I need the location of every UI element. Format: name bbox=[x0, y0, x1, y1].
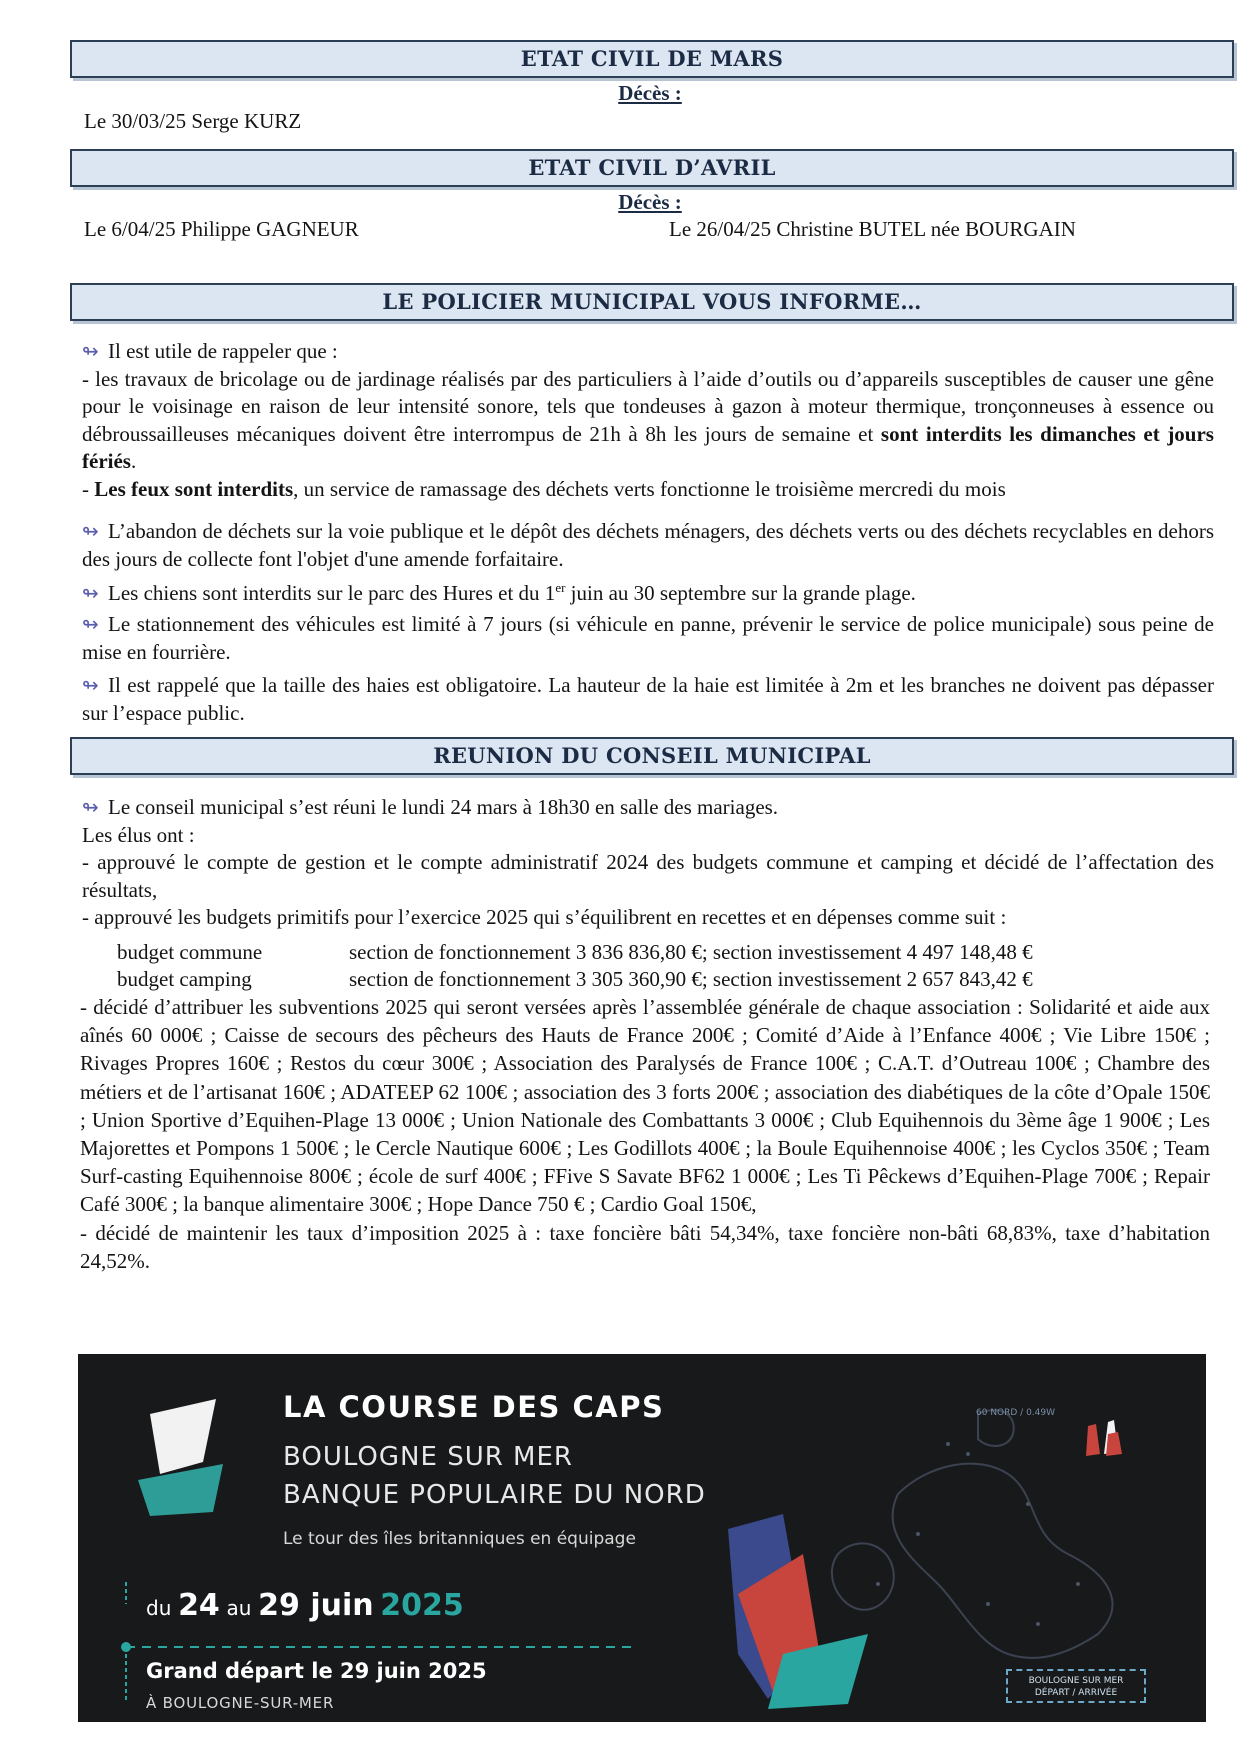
budget-commune-values: section de fonctionnement 3 836 836,80 €; section investissement 4 497 148,48 € bbox=[349, 940, 1033, 964]
arrow-bullet-icon: ↬ bbox=[82, 581, 99, 605]
budget-commune-name: budget commune bbox=[117, 940, 263, 964]
section-title-etat-civil-mars: ETAT CIVIL DE MARS bbox=[70, 40, 1234, 78]
ad-coordinates: 60 NORD / 0.49W bbox=[976, 1408, 1056, 1418]
budget-camping-name: budget camping bbox=[117, 967, 252, 991]
ad-depart: Grand départ le 29 juin 2025 bbox=[146, 1659, 487, 1683]
ad-dates: du 24 au 29 juin 2025 bbox=[146, 1588, 464, 1623]
ad-course-des-caps bbox=[78, 1354, 1206, 1722]
ad-title: LA COURSE DES CAPS bbox=[283, 1390, 665, 1424]
policier-paragraph-chiens: ↬ Les chiens sont interdits sur le parc des Hures et du 1er juin au 30 septembre sur la grande plage. bbox=[82, 580, 1214, 608]
logo-sail-teal bbox=[138, 1464, 223, 1516]
ad-tagline: Le tour des îles britanniques en équipage bbox=[283, 1529, 636, 1549]
arrow-bullet-icon: ↬ bbox=[82, 673, 99, 697]
arrow-bullet-icon: ↬ bbox=[82, 339, 99, 363]
deces-entry-avril-1: Le 6/04/25 Philippe GAGNEUR bbox=[84, 217, 359, 241]
arrow-bullet-icon: ↬ bbox=[82, 795, 99, 819]
section-title-conseil: REUNION DU CONSEIL MUNICIPAL bbox=[70, 737, 1234, 775]
policier-paragraph-1: ↬ Il est utile de rappeler que : - les travaux de bricolage ou de jardinage réalisés par des particuliers à l’aide d’outils ou d’appareils susceptibles de causer une gêne pour le voisinage en raison de leur intensité sonore, tels que tondeuses à gazon à moteur thermique, tronçonneuses à essence ou débroussailleuses mécaniques doivent être interrompus de 21h à 8h les jours de semaine et sont interdits les dimanches et jours fériés. - Les feux sont interdits, un service de ramassage des déchets verts fonctionne le troisième mercredi du mois bbox=[82, 339, 1214, 501]
deces-label-avril: Décès : bbox=[618, 190, 682, 214]
conseil-intro: ↬ Le conseil municipal s’est réuni le lundi 24 mars à 18h30 en salle des mariages. Les élus ont : - approuvé le compte de gestion et le compte administratif 2024 des budgets commune et camping et décidé de l’affectation des résultats, - approuvé les budgets primitifs pour l’exercice 2025 qui s’équilibrent en recettes et en dépenses comme suit : bbox=[82, 795, 1214, 929]
ad-place: À BOULOGNE-SUR-MER bbox=[146, 1694, 335, 1712]
deces-entry-mars-1: Le 30/03/25 Serge KURZ bbox=[84, 109, 302, 133]
arrow-bullet-icon: ↬ bbox=[82, 612, 99, 636]
policier-paragraph-stationnement: ↬ Le stationnement des véhicules est limité à 7 jours (si véhicule en panne, prévenir le service de police municipale) sous peine de mise en fourrière. bbox=[82, 612, 1214, 664]
ad-line-boulogne: BOULOGNE SUR MER bbox=[283, 1442, 573, 1472]
logo-sail-white bbox=[150, 1399, 216, 1474]
deces-label-mars: Décès : bbox=[618, 81, 682, 105]
deces-entry-avril-2: Le 26/04/25 Christine BUTEL née BOURGAIN bbox=[669, 217, 1076, 241]
budget-camping-values: section de fonctionnement 3 305 360,90 €; section investissement 2 657 843,42 € bbox=[349, 967, 1033, 991]
arrow-bullet-icon: ↬ bbox=[82, 519, 99, 543]
ad-depart-badge: BOULOGNE SUR MER DÉPART / ARRIVÉE bbox=[1006, 1669, 1146, 1703]
policier-paragraph-haies: ↬ Il est rappelé que la taille des haies est obligatoire. La hauteur de la haie est limitée à 2m et les branches ne doivent pas dépasser sur l’espace public. bbox=[82, 673, 1214, 725]
policier-paragraph-dechets: ↬ L’abandon de déchets sur la voie publique et le dépôt des déchets ménagers, des déchets verts ou des déchets recyclables en dehors des jours de collecte font l'objet d'une amende forfaitaire. bbox=[82, 519, 1214, 571]
section-title-etat-civil-avril: ETAT CIVIL D’AVRIL bbox=[70, 149, 1234, 187]
section-title-policier: LE POLICIER MUNICIPAL VOUS INFORME… bbox=[70, 283, 1234, 321]
conseil-subventions: - décidé d’attribuer les subventions 2025 qui seront versées après l’assemblée générale de chaque association : Solidarité et aide aux aînés 60 000€ ; Caisse de secours des pêcheurs des Hauts de France 200€ ; Comité d’Aide à l’Enfance 400€ ; Vie Libre 150€ ; Rivages Propres 160€ ; Restos du cœur 300€ ; Association des Paralysés de France 100€ ; C.A.T. d’Outreau 100€ ; Chambre des métiers et de l’artisanat 160€ ; ADATEEP 62 100€ ; association des 3 forts 200€ ; association des diabétiques de la côte d’Opale 150€ ; Union Sportive d’Equihen-Plage 13 000€ ; Union Nationale des Combattants 3 000€ ; Club Equihennois du 3ème âge 1 900€ ; Les Majorettes et Pompons 1 500€ ; le Cercle Nautique 600€ ; Les Godillots 400€ ; la Boule Equihennoise 400€ ; les Cyclos 350€ ; Team Surf-casting Equihennoise 800€ ; école de surf 400€ ; FFive S Savate BF62 1 000€ ; Les Ti Pêckews d’Equihen-Plage 700€ ; Repair Café 300€ ; la banque alimentaire 300€ ; Hope Dance 750 € ; Cardio Goal 150€, - décidé de maintenir les taux d’imposition 2025 à : taxe foncière bâti 54,34%, taxe foncière non-bâti 68,83%, taxe d’habitation 24,52%. bbox=[80, 995, 1210, 1273]
ad-line-banque: BANQUE POPULAIRE DU NORD bbox=[283, 1480, 706, 1510]
